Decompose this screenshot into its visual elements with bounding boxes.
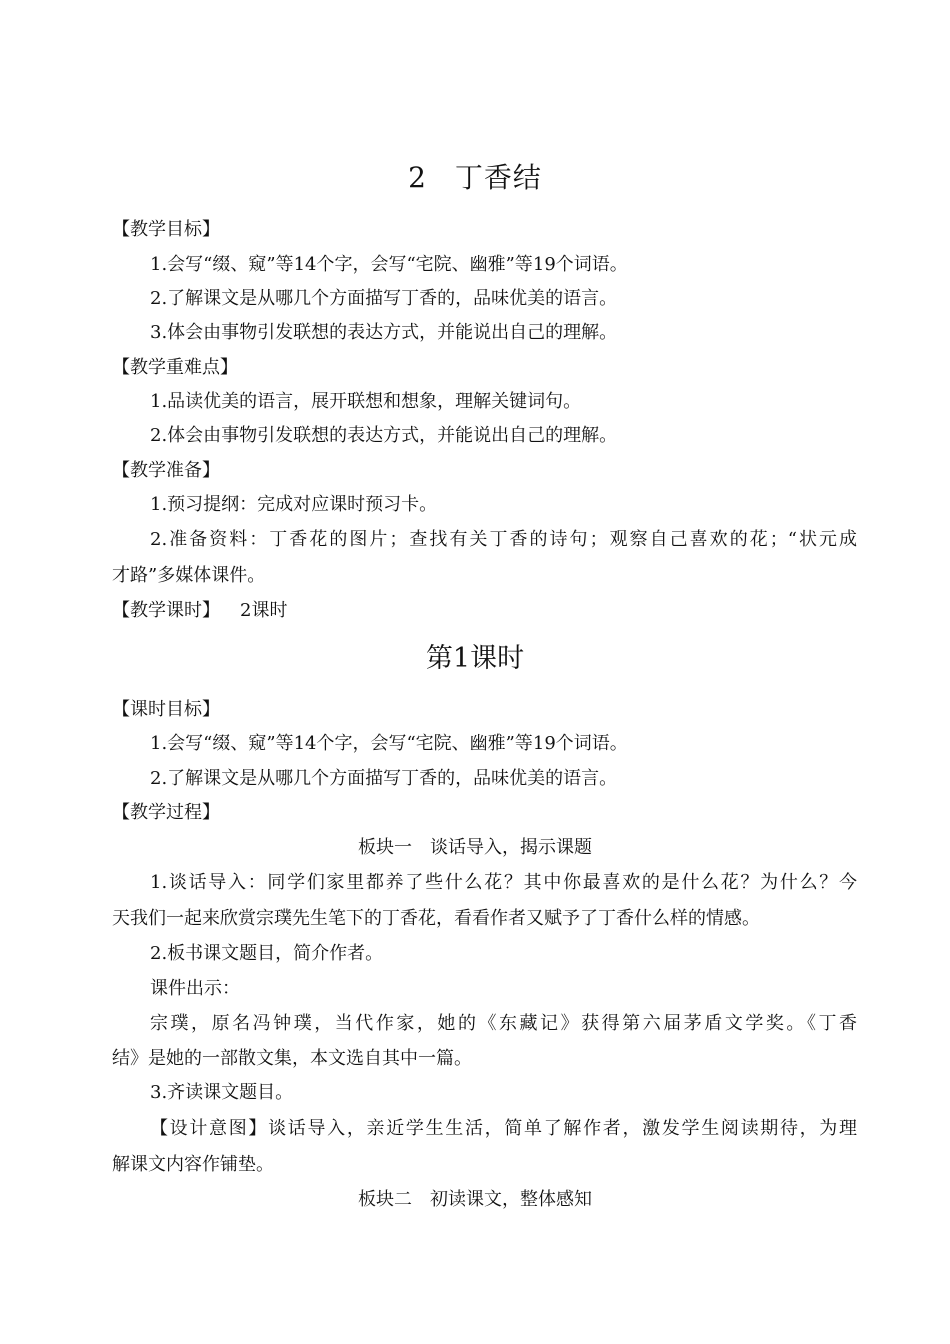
- block1-paragraph-line: 3.齐读课文题目。: [150, 1082, 294, 1103]
- lesson1-objectives-heading: 【课时目标】: [112, 699, 220, 720]
- preparation-item-continued: 才路”多媒体课件。: [112, 565, 266, 586]
- process-heading: 【教学过程】: [112, 802, 220, 823]
- lesson1-title: 第1课时: [425, 643, 525, 674]
- block1-paragraph-line: 宗璞，原名冯钟璞，当代作家，她的《东藏记》获得第六届茅盾文学奖。《丁香: [150, 1013, 857, 1034]
- hours-heading: 【教学课时】: [112, 600, 220, 621]
- design-intent-line: 【设计意图】谈话导入，亲近学生生活，简单了解作者，激发学生阅读期待，为理: [150, 1118, 857, 1139]
- design-intent-line: 解课文内容作铺垫。: [112, 1154, 274, 1175]
- objective-item: 1.会写“缀、窥”等14个字，会写“宅院、幽雅”等19个词语。: [150, 254, 628, 275]
- preparation-item: 2.准备资料：丁香花的图片；查找有关丁香的诗句；观察自己喜欢的花；“状元成: [150, 529, 857, 550]
- preparation-item: 1.预习提纲：完成对应课时预习卡。: [150, 494, 438, 515]
- hours-value: 2课时: [240, 600, 288, 621]
- lesson-number: 2: [408, 161, 427, 194]
- keypoint-item: 1.品读优美的语言，展开联想和想象，理解关键词句。: [150, 391, 582, 412]
- preparation-heading: 【教学准备】: [112, 460, 220, 481]
- block1-paragraph-line: 天我们一起来欣赏宗璞先生笔下的丁香花，看看作者又赋予了丁香什么样的情感。: [112, 908, 760, 929]
- lesson1-objective-item: 1.会写“缀、窥”等14个字，会写“宅院、幽雅”等19个词语。: [150, 733, 628, 754]
- block1-title: 板块一 谈话导入，揭示课题: [358, 837, 592, 858]
- block1-paragraph-line: 1.谈话导入：同学们家里都养了些什么花？其中你最喜欢的是什么花？为什么？今: [150, 872, 857, 893]
- block1-paragraph-line: 2.板书课文题目，简介作者。: [150, 943, 384, 964]
- block2-title: 板块二 初读课文，整体感知: [358, 1189, 592, 1210]
- objective-item: 3.体会由事物引发联想的表达方式，并能说出自己的理解。: [150, 322, 618, 343]
- lesson-name: 丁香结: [454, 161, 542, 194]
- lesson1-objective-item: 2.了解课文是从哪几个方面描写丁香的，品味优美的语言。: [150, 768, 618, 789]
- keypoint-item: 2.体会由事物引发联想的表达方式，并能说出自己的理解。: [150, 425, 618, 446]
- block1-paragraph-line: 结》是她的一部散文集，本文选自其中一篇。: [112, 1048, 472, 1069]
- objective-item: 2.了解课文是从哪几个方面描写丁香的，品味优美的语言。: [150, 288, 618, 309]
- objectives-heading: 【教学目标】: [112, 219, 220, 240]
- block1-paragraph-line: 课件出示：: [150, 978, 240, 999]
- lesson-title: [0, 160, 950, 196]
- keypoints-heading: 【教学重难点】: [112, 357, 238, 378]
- hours-row: [112, 599, 857, 623]
